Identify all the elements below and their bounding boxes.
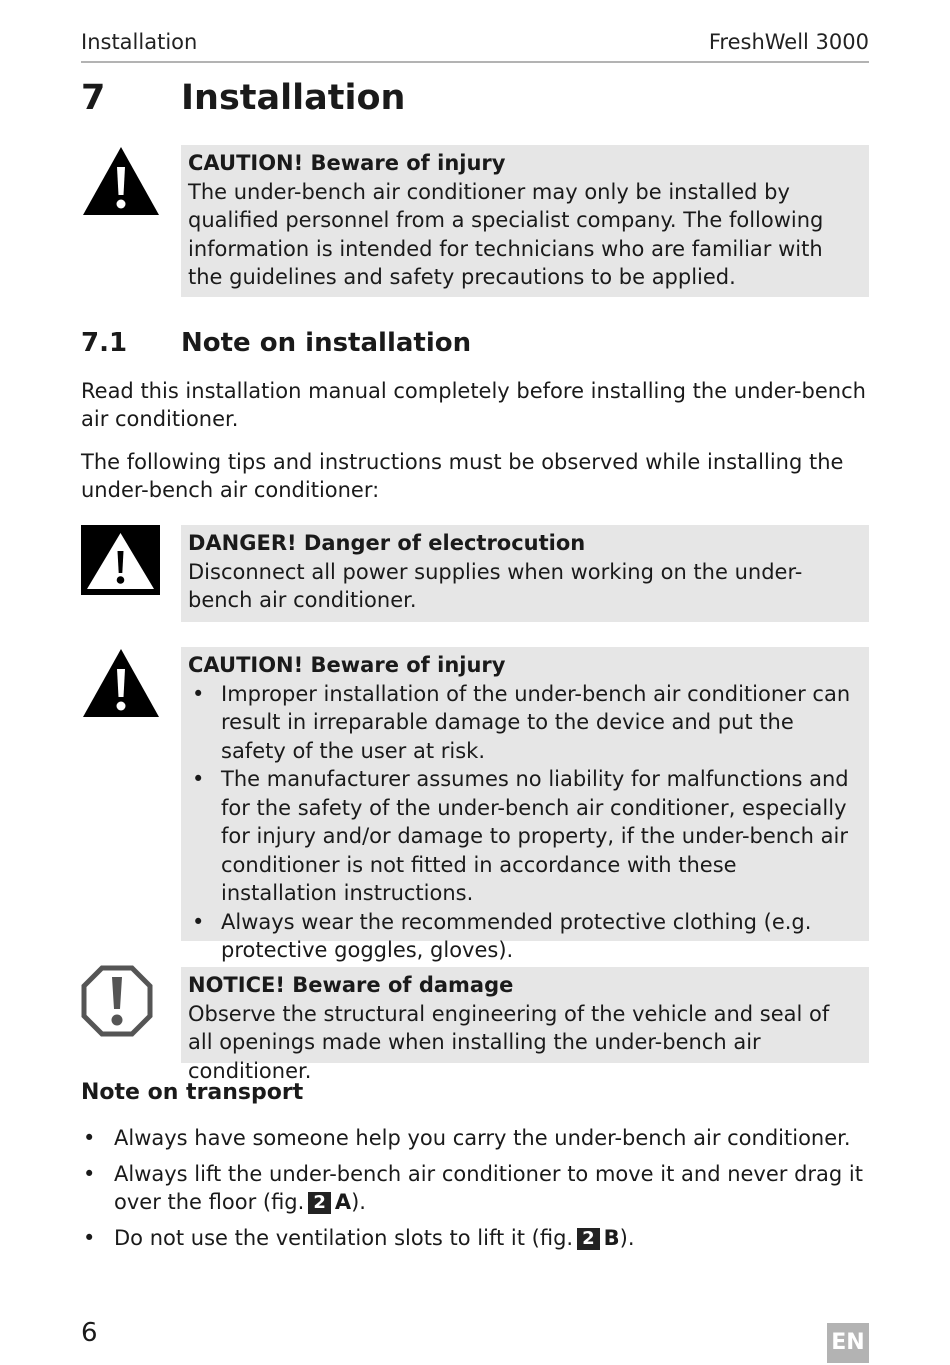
warning-triangle-icon — [81, 145, 161, 221]
danger-title: DANGER! Danger of electrocution — [188, 531, 586, 555]
danger-box — [181, 525, 869, 622]
list-item: • Always wear the recommended protective clothing (e.g. protective goggles, gloves). — [188, 908, 859, 965]
chapter-number: 7 — [81, 78, 106, 118]
list-item: • Improper installation of the under-bench air conditioner can result in irreparable damage to the device and put the safety of the user at risk. — [188, 680, 859, 766]
section-title: Note on installation — [181, 328, 472, 358]
header-product: FreshWell 3000 — [708, 30, 869, 54]
section-number: 7.1 — [81, 328, 128, 358]
figure-badge: 2 — [577, 1228, 600, 1250]
electrocution-warning-icon — [81, 525, 160, 599]
list-item — [81, 1224, 871, 1253]
caution-box-2 — [181, 647, 869, 962]
paragraph-1: Read this installation manual completely before installing the under-bench air conditioner. — [81, 379, 866, 431]
figure-reference: A — [334, 1190, 352, 1214]
notice-box — [181, 967, 869, 1083]
transport-list — [81, 1124, 871, 1259]
figure-badge: 2 — [308, 1192, 331, 1214]
page-number: 6 — [81, 1318, 98, 1348]
figure-reference: B — [603, 1225, 620, 1250]
notice-title: NOTICE! Beware of damage — [188, 973, 514, 997]
notice-text: Observe the structural engineering of the vehicle and seal of all openings made when installing the under-bench air conditioner. — [188, 1001, 830, 1083]
chapter-title: Installation — [181, 78, 406, 118]
caution-box-1 — [181, 145, 869, 297]
list-item-text: Always have someone help you carry the under-bench air conditioner. — [114, 1126, 851, 1150]
list-item — [81, 1160, 871, 1217]
danger-text: Disconnect all power supplies when working on the under-bench air conditioner. — [188, 559, 803, 612]
header-rule — [81, 61, 869, 63]
list-item-text: ). — [351, 1190, 366, 1214]
list-item-text: ). — [619, 1225, 635, 1250]
caution-list — [188, 680, 859, 965]
list-item-text: Do not use the ventilation slots to lift it (fig. — [114, 1225, 574, 1250]
caution-title: CAUTION! Beware of injury — [188, 151, 506, 175]
transport-heading: Note on transport — [81, 1080, 304, 1105]
language-badge: EN — [827, 1323, 869, 1363]
warning-triangle-icon — [81, 647, 161, 723]
caution-title: CAUTION! Beware of injury — [188, 653, 506, 677]
paragraph-2: The following tips and instructions must be observed while installing the under-bench air conditioner: — [81, 450, 844, 502]
list-item-text: Always lift the under-bench air conditioner to move it and never drag it over the floor (fig. — [114, 1161, 863, 1214]
list-item — [81, 1124, 871, 1153]
header-section: Installation — [81, 30, 198, 54]
caution-text: The under-bench air conditioner may only be installed by qualified personnel from a specialist company. The following information is intended for technicians who are familiar with the guidelines and safety precautions to be applied. — [188, 179, 824, 289]
list-item: • The manufacturer assumes no liability for malfunctions and for the safety of the under-bench air conditioner, especially for injury and/or damage to property, if the under-bench air conditioner is not fitted in accordance with these installation instructions. — [188, 765, 859, 908]
notice-octagon-icon — [81, 965, 153, 1041]
